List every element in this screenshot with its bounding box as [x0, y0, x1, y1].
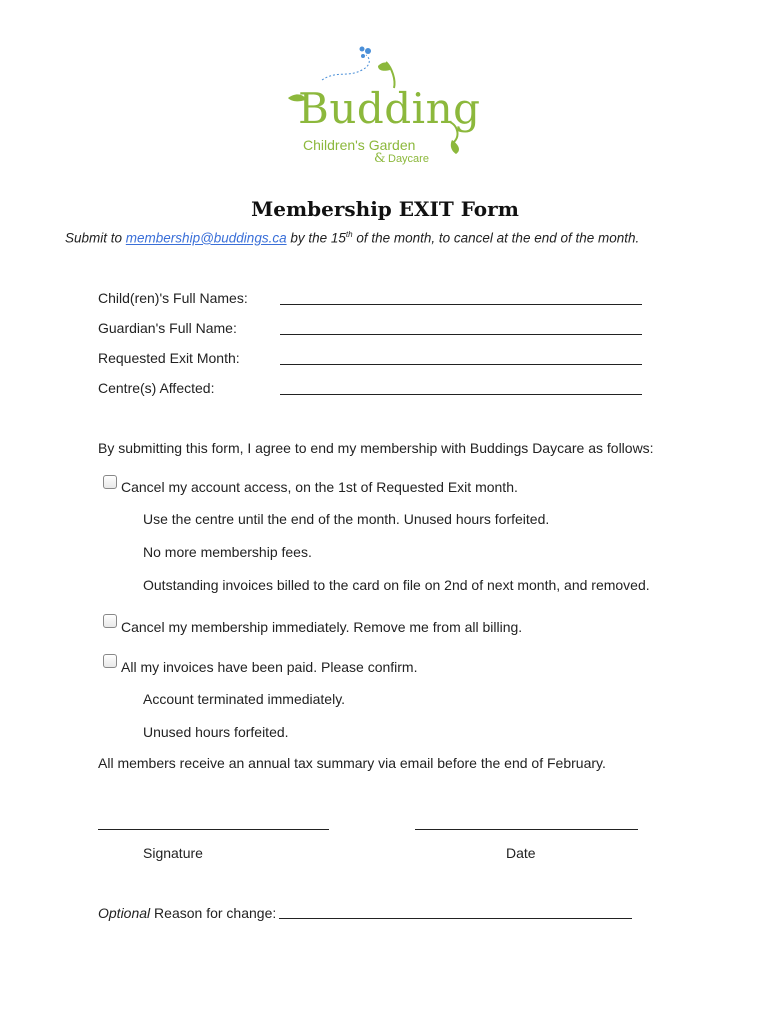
children-names-label: Child(ren)'s Full Names: [98, 290, 248, 306]
option-detail: Outstanding invoices billed to the card on file on 2nd of next month, and removed. [143, 577, 650, 593]
ordinal-suffix: th [345, 230, 353, 239]
option-detail: Account terminated immediately. [143, 691, 346, 707]
date-label: Date [506, 845, 536, 861]
signature-field[interactable] [98, 829, 329, 830]
submit-instructions [65, 230, 639, 246]
cancel-access-checkbox[interactable] [103, 475, 117, 489]
logo-ampersand: & [374, 151, 386, 166]
guardian-name-label: Guardian's Full Name: [98, 320, 237, 336]
exit-month-label: Requested Exit Month: [98, 350, 240, 366]
butterfly-icon [360, 47, 372, 59]
guardian-name-field[interactable] [280, 334, 642, 335]
submit-prefix: Submit to [65, 230, 123, 246]
signature-label: Signature [143, 845, 203, 861]
option-detail: Unused hours forfeited. [143, 724, 289, 740]
logo-daycare: Daycare [388, 153, 429, 165]
email-link[interactable]: membership@buddings.ca [125, 230, 287, 246]
exit-month-field[interactable] [280, 364, 642, 365]
form-title: Membership EXIT Form [251, 197, 519, 221]
logo-subtitle: Children's Garden [303, 137, 416, 153]
cancel-access-label: Cancel my account access, on the 1st of Requested Exit month. [121, 479, 518, 495]
logo-name: Budding [298, 84, 481, 133]
invoices-paid-label: All my invoices have been paid. Please confirm. [121, 659, 418, 675]
reason-field[interactable] [279, 918, 632, 919]
cancel-immediately-label: Cancel my membership immediately. Remove me from all billing. [121, 619, 523, 635]
option-detail: No more membership fees. [143, 544, 312, 560]
centres-field[interactable] [280, 394, 642, 395]
optional-prefix: Optional [98, 905, 151, 921]
reason-label: Reason for change: [154, 905, 277, 921]
optional-reason-row [98, 905, 276, 921]
submit-suffix: of the month, to cancel at the end of the month. [356, 230, 640, 246]
agreement-text: By submitting this form, I agree to end my membership with Buddings Daycare as follows: [98, 440, 654, 456]
option-detail: Use the centre until the end of the month. Unused hours forfeited. [143, 511, 550, 527]
children-names-field[interactable] [280, 304, 642, 305]
submit-middle: by the 15 [290, 230, 346, 246]
invoices-paid-checkbox[interactable] [103, 654, 117, 668]
date-field[interactable] [415, 829, 638, 830]
cancel-immediately-checkbox[interactable] [103, 614, 117, 628]
tax-summary-note: All members receive an annual tax summary via email before the end of February. [98, 755, 606, 771]
centres-label: Centre(s) Affected: [98, 380, 215, 396]
